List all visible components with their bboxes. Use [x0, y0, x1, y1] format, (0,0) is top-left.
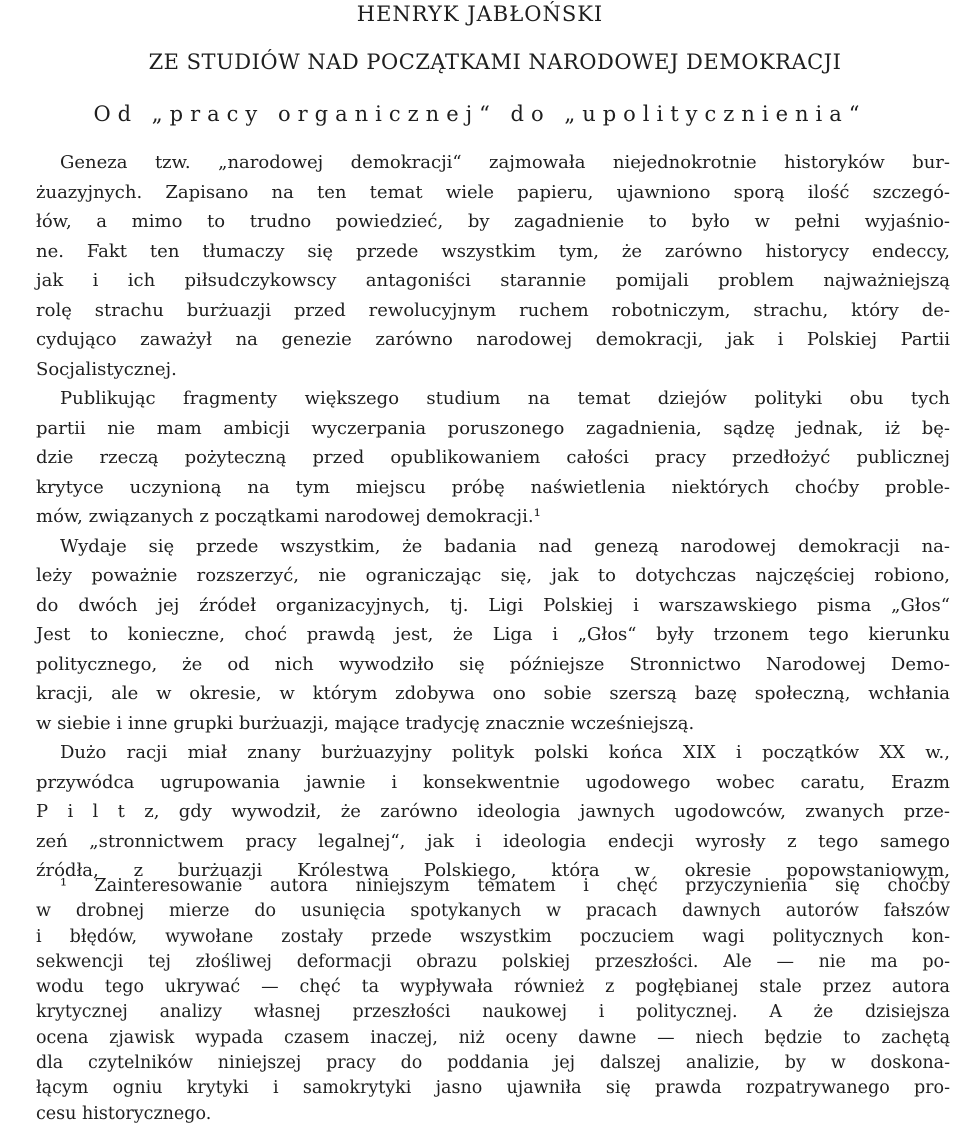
body-line: kracji, ale w okresie, w którym zdobywa ono sobie szerszą bazę społeczną, wchłania	[36, 683, 950, 704]
body-line: cydująco zaważył na genezie zarówno narodowej demokracji, jak i Polskiej Partii	[36, 329, 950, 350]
body-line: leży poważnie rozszerzyć, nie ograniczając się, jak to dotychczas najczęściej robiono,	[36, 565, 950, 586]
body-line: partii nie mam ambicji wyczerpania poruszonego zagadnienia, sądzę jednak, iż bę-	[36, 417, 950, 439]
footnote-line: sekwencji tej złośliwej deformacji obrazu polskiej przeszłości. Ale — nie ma po-	[36, 951, 950, 972]
footnote-line: krytycznej analizy własnej przeszłości naukowej i politycznej. A że dzisiejsza	[36, 1002, 950, 1023]
body-line: w siebie i inne grupki burżuazji, mające tradycję znacznie wcześniejszą.	[36, 712, 695, 734]
body-line: rolę strachu burżuazji przed rewolucyjnym ruchem robotniczym, strachu, który de-	[36, 299, 950, 321]
body-line: łów, a mimo to trudno powiedzieć, by zagadnienie to było w pełni wyjaśnio-	[36, 211, 950, 232]
footnote-line: dla czytelników niniejszej pracy do poddania jej dalszej analizie, by w doskona-	[36, 1053, 950, 1074]
author-name: HENRYK JABŁOŃSKI	[356, 2, 604, 26]
body-line: Dużo racji miał znany burżuazyjny polityk polski końca XIX i początków XX w.,	[60, 742, 950, 763]
body-text	[36, 148, 950, 886]
body-line: żuazyjnych. Zapisano na ten temat wiele papieru, ujawniono sporą ilość szczegó-	[36, 181, 950, 203]
body-line: politycznego, że od nich wywodziło się późniejsze Stronnictwo Narodowej Demo-	[36, 653, 950, 675]
body-line: Publikując fragmenty większego studium na temat dziejów polityki obu tych	[60, 388, 950, 409]
body-line: jak i ich piłsudczykowscy antagoniści starannie pomijali problem najważniejszą	[36, 270, 950, 291]
body-line: przywódca ugrupowania jawnie i konsekwentnie ugodowego wobec caratu, Erazm	[36, 771, 950, 793]
article-subtitle: Od „pracy organicznej“ do „upolitycznienia“	[93, 102, 867, 126]
article-title: ZE STUDIÓW NAD POCZĄTKAMI NARODOWEJ DEMOKRACJI	[148, 50, 842, 74]
body-line: ne. Fakt ten tłumaczy się przede wszystkim tym, że zarówno historycy endeccy,	[36, 240, 950, 262]
body-line: dzie rzeczą pożyteczną przed opublikowaniem całości pracy przedłożyć publicznej	[36, 447, 950, 468]
footnote-line: łącym ogniu krytyki i samokrytyki jasno ujawniła się prawda rozpatrywanego pro-	[36, 1078, 950, 1099]
footnote-line: ¹ Zainteresowanie autora niniejszym tematem i chęć przyczynienia się choćby	[60, 876, 950, 896]
body-line: Wydaje się przede wszystkim, że badania nad genezą narodowej demokracji na-	[60, 535, 950, 557]
body-line: źródła, z burżuazji Królestwa Polskiego, która w okresie popowstaniowym,	[36, 860, 950, 881]
footnote-line: wodu tego ukrywać — chęć ta wypływała również z pogłębianej stale przez autora	[36, 977, 950, 998]
body-line: Socjalistycznej.	[36, 358, 177, 380]
footnote-line: cesu historycznego.	[36, 1103, 212, 1124]
body-line: Jest to konieczne, choć prawdą jest, że Liga i „Głos“ były trzonem tego kierunku	[36, 624, 950, 645]
body-line: zeń „stronnictwem pracy legalnej“, jak i ideologia endecji wyrosły z tego samego	[36, 830, 950, 852]
footnote-line: i błędów, wywołane zostały przede wszystkim poczuciem wagi politycznych kon-	[36, 926, 950, 947]
body-line: do dwóch jej źródeł organizacyjnych, tj. Ligi Polskiej i warszawskiego pisma „Głos“	[36, 594, 950, 616]
footnote-line: ocena zjawisk wypada czasem inaczej, niż oceny dawne — niech będzie to zachętą	[36, 1027, 950, 1048]
footnotes	[36, 874, 950, 1127]
body-line: mów, związanych z początkami narodowej demokracji.¹	[36, 506, 541, 527]
body-line: Geneza tzw. „narodowej demokracji“ zajmowała niejednokrotnie historyków bur-	[60, 152, 950, 173]
body-line: P i l t z, gdy wywodził, że zarówno ideologia jawnych ugodowców, zwanych prze-	[36, 801, 950, 822]
footnote-line: w drobnej mierze do usunięcia spotykanych w pracach dawnych autorów fałszów	[36, 901, 950, 922]
body-line: krytyce uczynioną na tym miejscu próbę naświetlenia niektórych choćby proble-	[36, 476, 950, 498]
